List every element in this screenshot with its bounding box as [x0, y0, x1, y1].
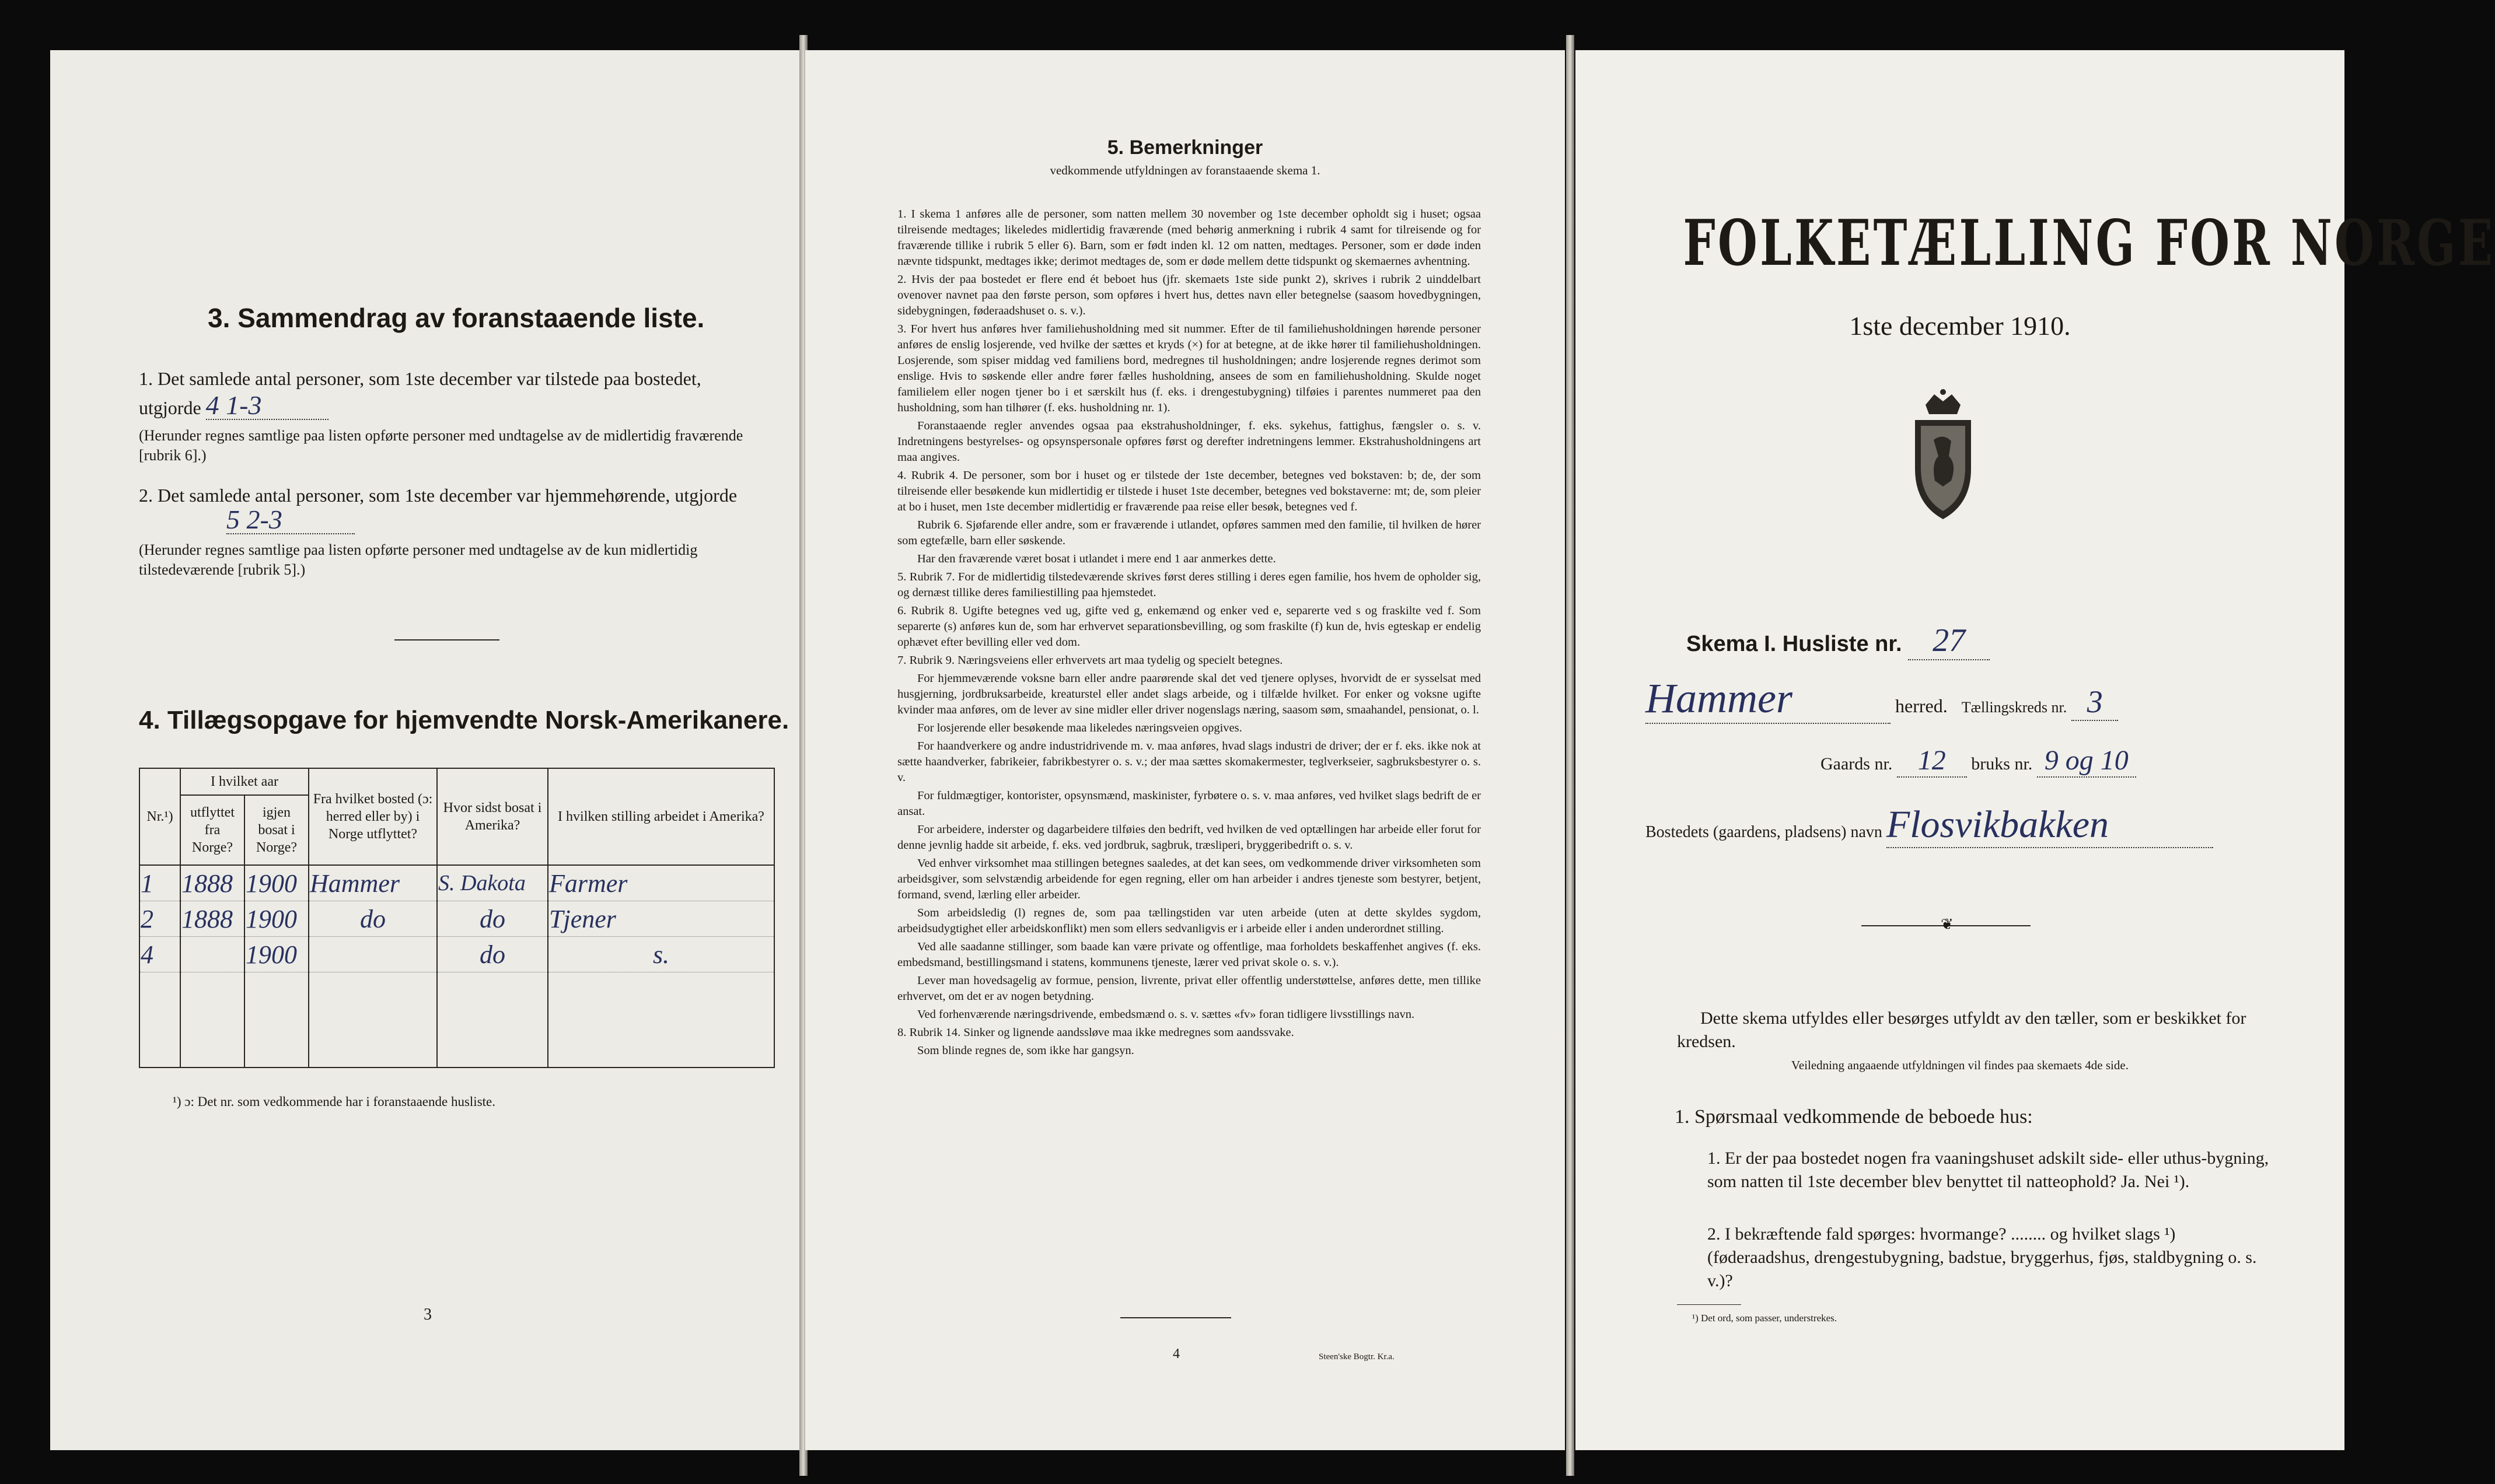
table-footnote: ¹) ɔ: Det nr. som vedkommende har i foranstaaende husliste.: [173, 1094, 495, 1109]
col-nr: Nr.¹): [139, 768, 180, 865]
cell-emigrated: 1888: [180, 901, 244, 937]
col-last-residence: Hvor sidst bosat i Amerika?: [437, 768, 548, 865]
section-3-title: 3. Sammendrag av foranstaaende liste.: [208, 303, 705, 333]
cell-occupation: Farmer: [548, 865, 774, 901]
remark-paragraph: For fuldmægtiger, kontorister, opsynsmænd, maskinister, fyrbøtere o. s. v. maa anføres, ved hvilket slags bedrift de er ansat.: [897, 789, 1481, 818]
remark-paragraph: Foranstaaende regler anvendes ogsaa paa ekstrahusholdninger, f. eks. sykehus, fattighus, fængsler o. s. v. Indretningens bestyrelses- og opsynspersonale opføres først og derefter indretningens lemmer. Ekstrahusholdningens art maa angives.: [897, 419, 1481, 464]
cell-from: Hammer: [309, 865, 437, 901]
summary-item-2-value: 5 2-3: [226, 506, 355, 534]
remark-paragraph: 4. Rubrik 4. De personer, som bor i huset og er tilstede der 1ste december, betegnes ved bokstaven: b; de, der som tilreisende eller besøkende kun midlertidig er tilstede i huset 1ste december, betegnes ved bokstaverne: mt; de, som pleier at bo i huset, men 1ste december midlertidig er fraværende paa reise eller besøk, betegnes ved f.: [897, 469, 1481, 513]
page-3: [50, 50, 799, 1450]
question-1-answer: Ja. Nei ¹).: [2120, 1172, 2190, 1191]
bruks-value: 9 og 10: [2037, 744, 2136, 778]
remark-paragraph: Som arbeidsledig (l) regnes de, som paa tællingstiden var uten arbeide (uten at dette skyldes sygdom, arbeidsudygtighet eller arbeidskonflikt) men som ellers sedvanligvis er i arbeide eller i anden underordnet stilling.: [897, 907, 1481, 935]
remarks-body: [897, 206, 1481, 1061]
cell-from: do: [309, 901, 437, 937]
bosted-line: [1645, 803, 2213, 848]
summary-item-2-text: 2. Det samlede antal personer, som 1ste december var hjemmehørende, utgjorde: [139, 485, 738, 506]
footnote-rule: [1677, 1304, 1741, 1305]
census-title: FOLKETÆLLING FOR NORGE: [1683, 206, 2495, 280]
summary-item-1-text: 1. Det samlede antal personer, som 1ste december var tilstede paa bostedet,: [139, 368, 701, 389]
summary-item-1-label: utgjorde: [139, 397, 201, 418]
kreds-value: 3: [2071, 684, 2118, 721]
question-2: 2. I bekræftende fald spørges: hvormange? ........ og hvilket slags ¹) (føderaadshus, drengestubygning, badstue, bryggerhus, fjøs, staldbygning o. s. v.)?: [1707, 1224, 2257, 1290]
page-4: [805, 50, 1565, 1450]
bruks-label: bruks nr.: [1971, 754, 2033, 774]
kreds-label: Tællingskreds nr.: [1961, 699, 2067, 716]
schema-label: Skema I. Husliste nr.: [1686, 632, 1902, 656]
question-1-text: 1. Er der paa bostedet nogen fra vaaningshuset adskilt side- eller uthus-bygning, som natten til 1ste december blev benyttet til natteophold?: [1707, 1149, 2269, 1191]
cell-residence: S. Dakota: [437, 865, 548, 901]
summary-item-1-note: (Herunder regnes samtlige paa listen opførte personer med undtagelse av de midlertidig fraværende [rubrik 6].): [139, 427, 743, 464]
ornament-icon: ❦: [1941, 916, 1954, 933]
remarks-title: 5. Bemerkninger: [1107, 136, 1263, 159]
cell-returned: 1900: [244, 937, 309, 972]
cell-returned: 1900: [244, 865, 309, 901]
page-fold-right: [1566, 35, 1574, 1476]
bosted-label: Bostedets (gaardens, pladsens) navn: [1645, 823, 1882, 841]
cell-from: [309, 937, 437, 972]
separator-line: [394, 639, 499, 640]
census-title-wrap: [1575, 206, 2495, 280]
returnee-table: [139, 768, 775, 1068]
remark-paragraph: 7. Rubrik 9. Næringsveiens eller erhvervets art maa tydelig og specielt betegnes.: [897, 654, 1283, 667]
census-date: 1ste december 1910.: [1849, 311, 2071, 341]
herred-line: [1645, 674, 2299, 724]
gaards-value: 12: [1897, 744, 1967, 778]
col-from-where: Fra hvilket bosted (ɔ: herred eller by) i Norge utflyttet?: [309, 768, 437, 865]
section-4-title: 4. Tillægsopgave for hjemvendte Norsk-Amerikanere.: [139, 706, 789, 734]
table-row: [139, 865, 774, 901]
remark-paragraph: Ved enhver virksomhet maa stillingen betegnes saaledes, at det kan sees, om vedkommende driver virksomheten som arbeidsgiver, som selvstændig arbeidende for egen regning, eller om han arbeider i andres tjeneste som bestyrer, betjent, formand, svend, lærling eller arbeider.: [897, 857, 1481, 901]
cell-emigrated: 1888: [180, 865, 244, 901]
herred-label: herred.: [1895, 695, 1948, 716]
col-returned: igjen bosat i Norge?: [244, 795, 309, 865]
schema-line: [1686, 622, 1990, 660]
col-emigrated: utflyttet fra Norge?: [180, 795, 244, 865]
page-footnote: ¹) Det ord, som passer, understrekes.: [1692, 1312, 1837, 1324]
cell-nr: 2: [139, 901, 180, 937]
cell-residence: do: [437, 901, 548, 937]
remark-paragraph: Ved alle saadanne stillinger, som baade kan være private og offentlige, maa forholdets beskaffenhet angives (f. eks. embedsmand, bestillingsmand i statens, kommunens tjeneste, lærer ved privat skole o. s. v.).: [897, 940, 1481, 969]
cell-occupation: s.: [548, 937, 774, 972]
summary-item-2: [139, 482, 775, 580]
cell-returned: 1900: [244, 901, 309, 937]
gaards-line: [1820, 744, 2136, 778]
cell-nr: 1: [139, 865, 180, 901]
remark-paragraph: Har den fraværende været bosat i utlandet i mere end 1 aar anmerkes dette.: [917, 552, 1276, 565]
herred-value: Hammer: [1645, 674, 1891, 724]
gaards-label: Gaards nr.: [1820, 754, 1893, 774]
remark-paragraph: 1. I skema 1 anføres alle de personer, som natten mellem 30 november og 1ste december opholdt sig i huset; ogsaa tilreisende medtages; likeledes midlertidig fraværende (med behørig anmerkning i rubrik 4 samt for tilreisende og for fraværende tillike i rubrik 5 eller 6). Barn, som er født inden kl. 12 om natten, medtages. Personer, som er døde inden nævnte tidspunkt, medtages ikke; derimot medtages de, som er døde mellem dette tidspunkt og skemaernes avhentning.: [897, 208, 1481, 268]
remark-paragraph: 5. Rubrik 7. For de midlertidig tilstedeværende skrives først deres stilling i deres egen familie, hos hvem de opholder sig, og dernæst tillike deres familiestilling paa hjemstedet.: [897, 570, 1481, 599]
page-number: 3: [424, 1306, 432, 1324]
bosted-value: Flosvikbakken: [1886, 803, 2213, 848]
cell-emigrated: [180, 937, 244, 972]
separator-line: [1120, 1317, 1231, 1318]
col-occupation: I hvilken stilling arbeidet i Amerika?: [548, 768, 774, 865]
cell-nr: 4: [139, 937, 180, 972]
printer-imprint: Steen'ske Bogtr. Kr.a.: [1319, 1352, 1395, 1362]
remarks-subtitle: vedkommende utfyldningen av foranstaaende skema 1.: [1050, 163, 1320, 177]
intro-text: Dette skema utfyldes eller besørges utfyldt av den tæller, som er beskikket for kredsen.: [1677, 1009, 2246, 1051]
cell-occupation: Tjener: [548, 901, 774, 937]
question-heading: 1. Spørsmaal vedkommende de beboede hus:: [1675, 1106, 2033, 1128]
coat-of-arms-icon: [1908, 387, 1978, 522]
remark-paragraph: 8. Rubrik 14. Sinker og lignende aandssløve maa ikke medregnes som aandssvake.: [897, 1026, 1294, 1039]
remark-paragraph: For haandverkere og andre industridrivende m. v. maa anføres, hvad slags industri de driver; der er f. eks. ikke nok at sætte haandverker, fabrikeier, fabrikbestyrer o. s. v.; der maa sættes skomakermester, teglverkseier, sagbruksbestyrer o. s. v.: [897, 740, 1481, 784]
remark-paragraph: For losjerende eller besøkende maa likeledes næringsveien opgives.: [917, 722, 1242, 734]
page-number: 4: [1173, 1346, 1180, 1362]
summary-item-2-note: (Herunder regnes samtlige paa listen opførte personer med undtagelse av de kun midlertidig tilstedeværende [rubrik 5].): [139, 541, 698, 578]
remark-paragraph: Lever man hovedsagelig av formue, pension, livrente, privat eller offentlig understøttelse, anføres dette, men tillike erhvervet, om det er av nogen betydning.: [897, 974, 1481, 1003]
remark-paragraph: 6. Rubrik 8. Ugifte betegnes ved ug, gifte ved g, enkemænd og enker ved e, separerte ved s og fraskilte ved f. Som separerte (s) anføres kun de, som har erhvervet separationsbevilling, og som fraskilte (f) kun de, hvis egteskap er endelig ophævet efter bevilling eller ved dom.: [897, 604, 1481, 649]
remark-paragraph: 2. Hvis der paa bostedet er flere end ét beboet hus (jfr. skemaets 1ste side punkt 2), skrives i rubrik 2 uinddelbart ovenover navnet paa den første person, som opføres i hvert hus, dettes navn eller betegnelse (saasom hovedbygningen, sidebygningen, føderaadshuset o. s. v.).: [897, 273, 1481, 317]
question-1: [1707, 1147, 2279, 1194]
husliste-nr: 27: [1908, 622, 1990, 660]
remark-paragraph: Rubrik 6. Sjøfarende eller andre, som er fraværende i utlandet, opføres sammen med den familie, til hvilken de hører som egtefælle, barn eller søskende.: [897, 519, 1481, 547]
guidance-text: Veiledning angaaende utfyldningen vil findes paa skemaets 4de side.: [1791, 1058, 2129, 1072]
page-1: [1575, 50, 2495, 1450]
table-row: [139, 901, 774, 937]
remark-paragraph: Som blinde regnes de, som ikke har gangsyn.: [917, 1044, 1134, 1057]
remark-paragraph: For hjemmeværende voksne barn eller andre paarørende skal det ved tjenere oplyses, hvorvidt de er sysselsat med husgjerning, jordbruksarbeide, kreaturstel eller andet slags arbeide, og i tilfælde hvilket. For enker og voksne ugifte kvinder maa anføres, om de lever av sine midler eller driver nogenslags næring, saasom søm, smaahandel, pensionat, o. l.: [897, 672, 1481, 716]
col-group-year: I hvilket aar: [180, 768, 309, 795]
remark-paragraph: Ved forhenværende næringsdrivende, embedsmænd o. s. v. sættes «fv» foran tidligere livsstillings navn.: [917, 1008, 1415, 1021]
summary-item-1: [139, 365, 775, 466]
remark-paragraph: 3. For hvert hus anføres hver familiehusholdning med sit nummer. Efter de til familiehusholdningen hørende personer anføres de enslig losjerende, ved hvilke der sættes et kryds (×) for at betegne, at de ikke hører til familiehusholdningen. Losjerende, som spiser middag ved familiens bord, medregnes til husholdningen; andre losjerende regnes derimot som enslige. Hvis to søskende eller andre fører fælles husholdning, ansees de som en familiehusholdning. Skulde noget familielem eller nogen tjener bo i et særskilt hus (f. eks. i drengestubygning) tilføies i parentes nummeret paa den husholdning, som han tilhører (f. eks. husholdning nr. 1).: [897, 323, 1481, 414]
table-row: [139, 937, 774, 972]
cell-residence: do: [437, 937, 548, 972]
remark-paragraph: For arbeidere, inderster og dagarbeidere tilføies den bedrift, ved hvilken de ved optællingen har arbeide eller forut for denne jevnlig hadde sit arbeide, f. eks. ved jordbruk, sagbruk, træsliperi, bryggeribedrift o. s. v.: [897, 823, 1481, 852]
summary-item-1-value: 4 1-3: [206, 392, 329, 420]
